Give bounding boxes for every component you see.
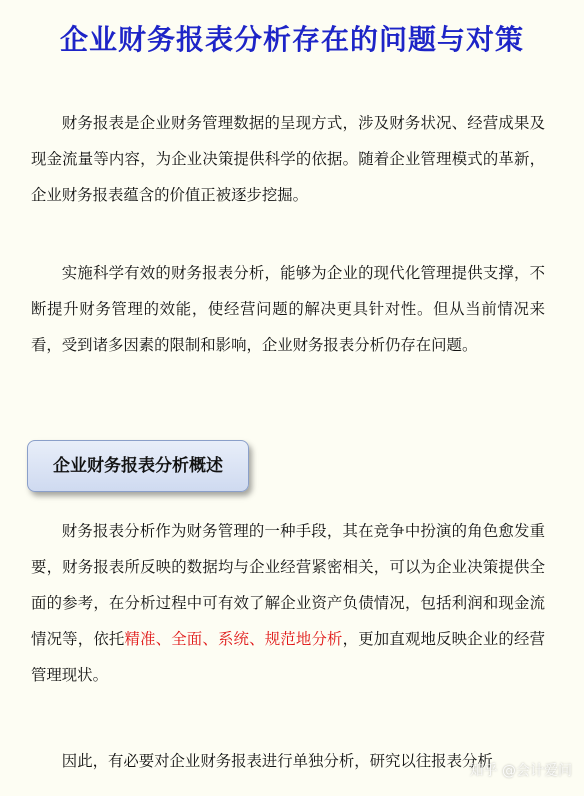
overview-text-start: 财务报表分析作为财务管理的一种手段，其在竞争中扮演的角色愈发重要，财务报表所反映的数据均与企业经营紧密相关，可以为企业决策提供全面的参考，在分析过程中可有效了解企业资产负债情况，包括利润和现金流情况等，依托 <box>31 522 545 648</box>
overview-text-end: ，更加直观地反映企业的经营管理现状。 <box>31 630 545 684</box>
intro-paragraph-1: 财务报表是企业财务管理数据的呈现方式，涉及财务状况、经营成果及现金流量等内容，为企业决策提供科学的依据。随着企业管理模式的革新，企业财务报表蕴含的价值正被逐步挖掘。 <box>31 114 545 204</box>
section-heading: 企业财务报表分析概述 <box>53 456 223 476</box>
overview-highlight: 精准、全面、系统、规范地分析 <box>124 630 343 648</box>
section-heading-box <box>27 440 249 492</box>
conclusion-paragraph: 因此，有必要对企业财务报表进行单独分析，研究以往报表分析 <box>61 752 493 770</box>
page-title: 企业财务报表分析存在的问题与对策 <box>59 23 524 56</box>
overview-paragraph <box>31 513 545 693</box>
zhihu-watermark: 知乎 @会计爱问 <box>469 763 572 779</box>
intro-paragraph-2: 实施科学有效的财务报表分析，能够为企业的现代化管理提供支撑，不断提升财务管理的效能，使经营问题的解决更具针对性。但从当前情况来看，受到诸多因素的限制和影响，企业财务报表分析仍存在问题。 <box>31 264 545 354</box>
